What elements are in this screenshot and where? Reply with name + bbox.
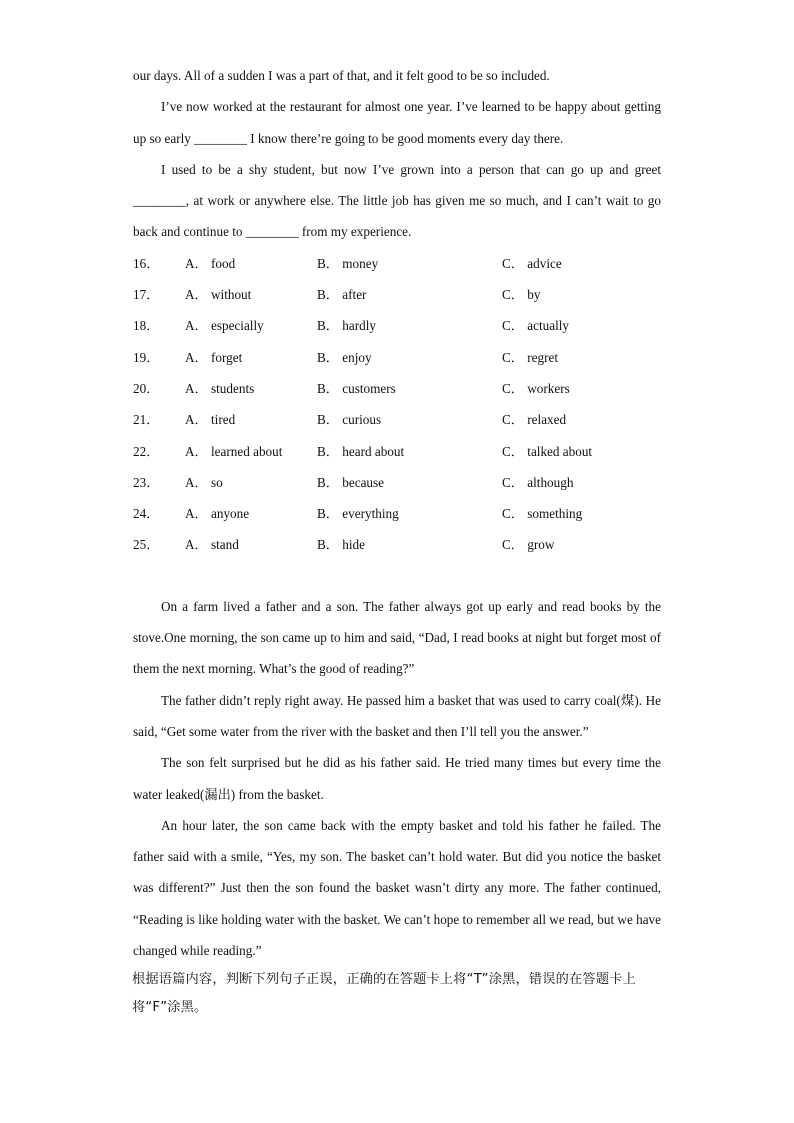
option-c: C． relaxed [502,412,567,428]
option-b: B． hide [317,537,365,553]
question-row-17 [133,279,661,310]
question-number: 17． [133,287,160,303]
option-a: A． students [185,380,255,396]
option-c: C． something [502,506,583,522]
passage-1-paragraph-1: our days. All of a sudden I was a part of that, and it felt good to be so included. [133,68,550,83]
question-row-19 [133,342,661,373]
option-a: A． stand [185,537,239,553]
passage-1-paragraph-2: I’ve now worked at the restaurant for almost one year. I’ve learned to be happy about getting up so early ________ I know there’re going to be good moments every day there. [133,99,661,146]
passage-2-paragraph-3: The son felt surprised but he did as his father said. He tried many times but every time the water leaked(漏出) from the basket. [133,755,661,802]
option-b: B． heard about [317,443,405,459]
option-a: A． especially [185,318,264,334]
option-a: A． learned about [185,443,283,459]
question-number: 25． [133,537,160,553]
option-b: B． because [317,474,385,490]
question-number: 24． [133,506,160,522]
options-list [133,248,661,561]
question-number: 20． [133,380,160,396]
option-c: C． by [502,287,541,303]
passage-2 [133,591,661,1023]
question-number: 22． [133,443,160,459]
option-a: A． forget [185,349,243,365]
option-b: B． curious [317,412,382,428]
option-a: A． so [185,474,223,490]
passage-1-paragraph-3: I used to be a shy student, but now I’ve grown into a person that can go up and greet ________, at work or anywhere else. The little job has given me so much, and I can’t wait to go back and continue to ________ from my experience. [133,161,661,240]
option-b: B． enjoy [317,349,372,365]
question-number: 23． [133,474,160,490]
option-c: C． workers [502,380,570,396]
option-c: C． talked about [502,443,593,459]
question-row-24 [133,498,661,529]
question-row-18 [133,310,661,341]
section-gap [133,561,661,591]
document-page [133,60,661,1022]
question-row-23 [133,467,661,498]
instruction-text: 根据语篇内容，判断下列句子正误，正确的在答题卡上将“T”涂黑，错误的在答题卡上将“F”涂黑。 [132,972,636,1016]
option-c: C． actually [502,318,570,334]
option-b: B． after [317,287,367,303]
option-c: C． grow [502,537,555,553]
passage-2-paragraph-1: On a farm lived a father and a son. The father always got up early and read books by the stove.One morning, the son came up to him and said, “Dad, I read books at night but forget most of them the next morning. What’s the good of reading?” [133,598,661,677]
option-b: B． hardly [317,318,376,334]
question-row-25 [133,529,661,560]
passage-1 [133,60,661,248]
option-c: C． regret [502,349,559,365]
option-a: A． food [185,255,236,271]
question-number: 16． [133,255,160,271]
option-c: C． advice [502,255,562,271]
question-row-22 [133,436,661,467]
question-row-21 [133,404,661,435]
question-number: 19． [133,349,160,365]
option-b: B． customers [317,380,396,396]
question-number: 18． [133,318,160,334]
option-c: C． although [502,474,574,490]
option-a: A． without [185,287,252,303]
passage-2-paragraph-4: An hour later, the son came back with the empty basket and told his father he failed. The father said with a smile, “Yes, my son. The basket can’t hold water. But did you notice the basket was different?” Just then the son found the basket wasn’t dirty any more. The father continued, “Reading is like holding water with the basket. We can’t hope to remember all we read, but we have changed while reading.” [133,817,661,959]
passage-2-paragraph-2: The father didn’t reply right away. He passed him a basket that was used to carry coal(煤). He said, “Get some water from the river with the basket and then I’ll tell you the answer.” [133,692,661,739]
question-row-16 [133,248,661,279]
option-a: A． tired [185,412,236,428]
question-row-20 [133,373,661,404]
option-b: B． everything [317,506,399,522]
question-number: 21． [133,412,160,428]
option-b: B． money [317,255,379,271]
option-a: A． anyone [185,506,250,522]
